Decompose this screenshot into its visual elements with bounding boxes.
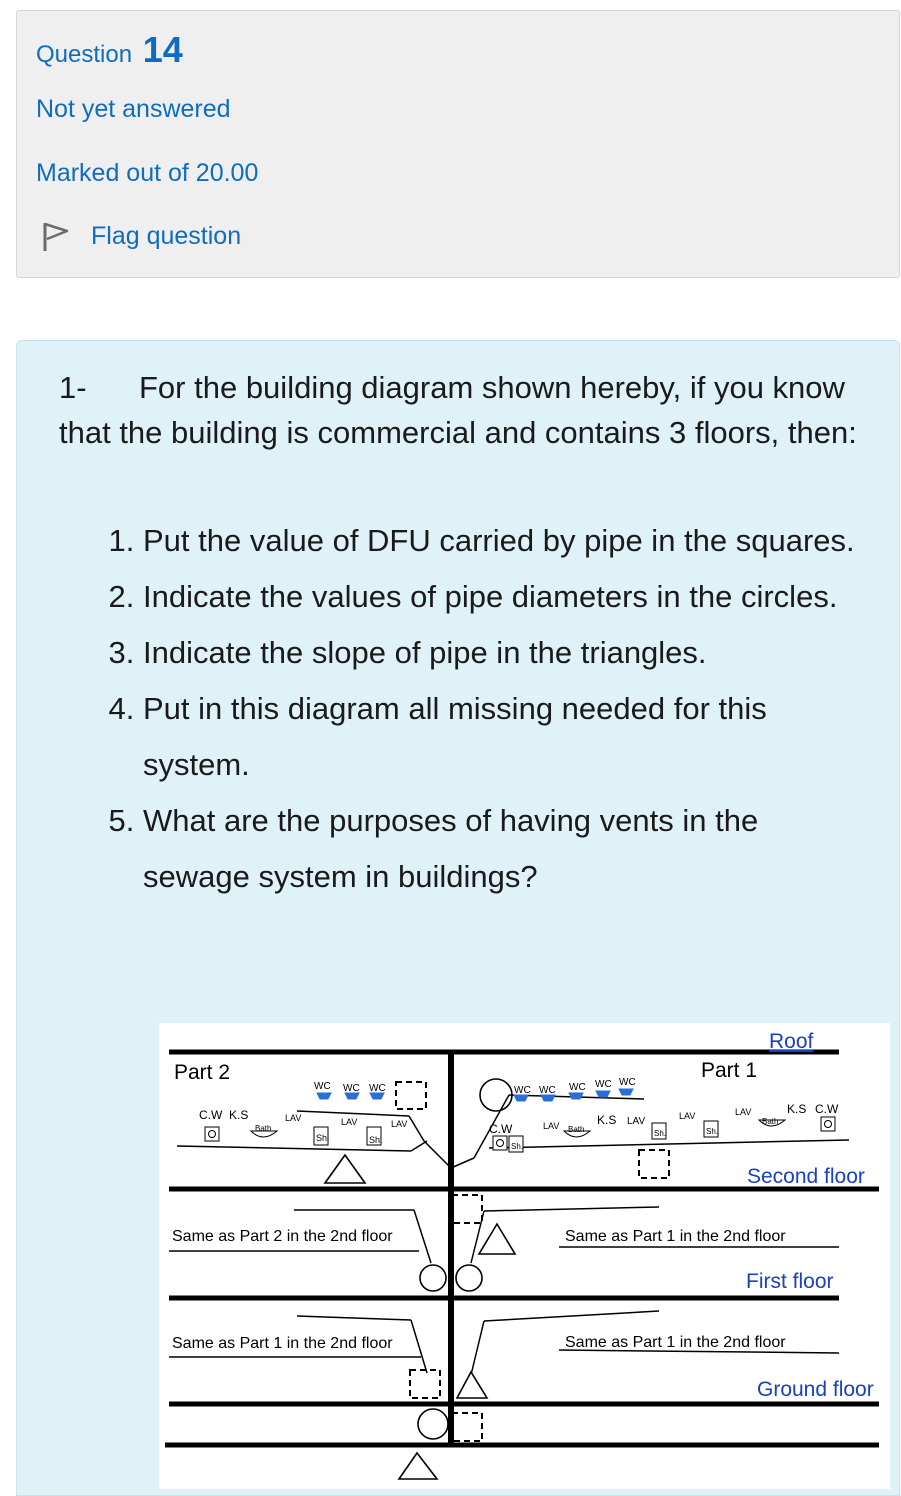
branch-pipe	[177, 1146, 411, 1151]
fixture-label-sh: Sh.	[511, 1142, 524, 1151]
list-item: 5. What are the purposes of having vents in the sewage system in buildings?	[143, 793, 863, 905]
branch-pipe	[489, 1140, 849, 1148]
fixture-label-bath: Bath	[568, 1125, 585, 1134]
branch-pipe	[424, 1141, 451, 1168]
diameter-circle	[480, 1079, 512, 1111]
fixture-label-wc: WC	[343, 1083, 360, 1094]
dfu-square	[396, 1082, 426, 1109]
question-state: Not yet answered	[36, 95, 231, 123]
diameter-circle	[420, 1265, 446, 1291]
building-diagram-svg	[159, 1023, 890, 1489]
flag-question-label: Flag question	[91, 221, 242, 250]
branch-pipe	[297, 1316, 411, 1320]
task-list	[101, 513, 863, 905]
slope-triangle	[399, 1453, 437, 1479]
branch-pipe	[484, 1207, 659, 1211]
flag-question-link[interactable]	[39, 219, 241, 253]
wc-symbol	[569, 1093, 583, 1099]
list-item: 4. Put in this diagram all missing needed for this system.	[143, 681, 863, 793]
slope-triangle	[325, 1155, 365, 1183]
second-floor-label: Second floor	[747, 1165, 865, 1188]
building-diagram	[159, 1023, 890, 1489]
part1-label: Part 1	[701, 1059, 758, 1082]
fixture-label-lav: LAV	[285, 1113, 302, 1123]
fixture-label-wc: WC	[539, 1085, 556, 1096]
fixture-label-lav: LAV	[627, 1116, 646, 1127]
fixture-label-lav: LAV	[735, 1107, 752, 1117]
slope-triangle	[479, 1224, 515, 1254]
question-intro	[59, 365, 859, 455]
diameter-circle	[456, 1265, 482, 1291]
fixture-label-cw: C.W	[199, 1108, 223, 1122]
washer-symbol	[497, 1140, 504, 1147]
fixture-label-bath: Bath	[762, 1117, 779, 1126]
branch-pipe	[409, 1116, 424, 1141]
fixture-label-cw: C.W	[489, 1122, 513, 1136]
list-item: 2. Indicate the values of pipe diameters in the circles.	[143, 569, 863, 625]
note-first-right: Same as Part 1 in the 2nd floor	[565, 1228, 786, 1245]
fixture-label-cw: C.W	[815, 1102, 839, 1116]
fixture-label-sh: Sh.	[654, 1129, 667, 1138]
diameter-circle	[418, 1409, 448, 1439]
list-item: 1. Put the value of DFU carried by pipe in the squares.	[143, 513, 863, 569]
fixture-label-wc: WC	[514, 1085, 531, 1096]
wc-symbol	[596, 1091, 610, 1097]
branch-pipe	[414, 1210, 431, 1263]
dfu-square	[452, 1413, 482, 1441]
fixture-label-ks: K.S	[597, 1113, 617, 1127]
fixture-label-lav: LAV	[391, 1119, 408, 1129]
dfu-square	[452, 1195, 482, 1223]
washer-symbol	[825, 1121, 832, 1128]
question-title	[36, 29, 183, 71]
question-number: 14	[142, 29, 183, 70]
fixture-label-sh: Sh.	[316, 1133, 330, 1143]
note-first-left: Same as Part 2 in the 2nd floor	[172, 1228, 393, 1245]
part2-label: Part 2	[174, 1061, 231, 1084]
dfu-square	[639, 1150, 669, 1178]
fixture-label-ks: K.S	[229, 1108, 249, 1122]
fixture-label-wc: WC	[314, 1081, 331, 1092]
fixture-label-sh: Sh.	[706, 1127, 719, 1136]
slope-triangle	[457, 1372, 487, 1398]
question-label: Question	[36, 41, 133, 68]
fixture-label-wc: WC	[595, 1079, 612, 1090]
fixture-label-sh: Sh.	[369, 1135, 383, 1145]
list-item: 3. Indicate the slope of pipe in the triangles.	[143, 625, 863, 681]
flag-icon	[39, 219, 73, 253]
question-info-panel	[16, 10, 900, 278]
question-sub-number: 1-	[59, 370, 87, 405]
roof-label: Roof	[769, 1030, 814, 1053]
question-intro-text: For the building diagram shown hereby, if you know that the building is commercial and contains 3 floors, then:	[59, 370, 857, 450]
washer-symbol	[209, 1131, 216, 1138]
first-floor-label: First floor	[746, 1270, 834, 1293]
fixture-label-lav: LAV	[543, 1121, 560, 1131]
fixture-label-wc: WC	[569, 1082, 586, 1093]
note-ground-left: Same as Part 1 in the 2nd floor	[172, 1335, 393, 1352]
fixture-label-bath: Bath	[255, 1124, 272, 1133]
branch-pipe	[484, 1311, 659, 1321]
branch-pipe	[471, 1321, 484, 1375]
wc-symbol	[619, 1089, 633, 1095]
branch-pipe	[411, 1320, 427, 1373]
question-grade: Marked out of 20.00	[36, 159, 259, 187]
fixture-label-lav: LAV	[679, 1111, 696, 1121]
ground-floor-label: Ground floor	[757, 1378, 874, 1401]
fixture-label-wc: WC	[369, 1083, 386, 1094]
wc-symbol	[317, 1093, 331, 1099]
fixture-label-wc: WC	[619, 1077, 636, 1088]
fixture-label-ks: K.S	[787, 1102, 807, 1116]
branch-pipe	[297, 1111, 409, 1116]
fixture-label-lav: LAV	[341, 1117, 358, 1127]
dfu-square	[410, 1370, 440, 1398]
note-ground-right: Same as Part 1 in the 2nd floor	[565, 1334, 786, 1351]
branch-pipe	[451, 1158, 474, 1168]
